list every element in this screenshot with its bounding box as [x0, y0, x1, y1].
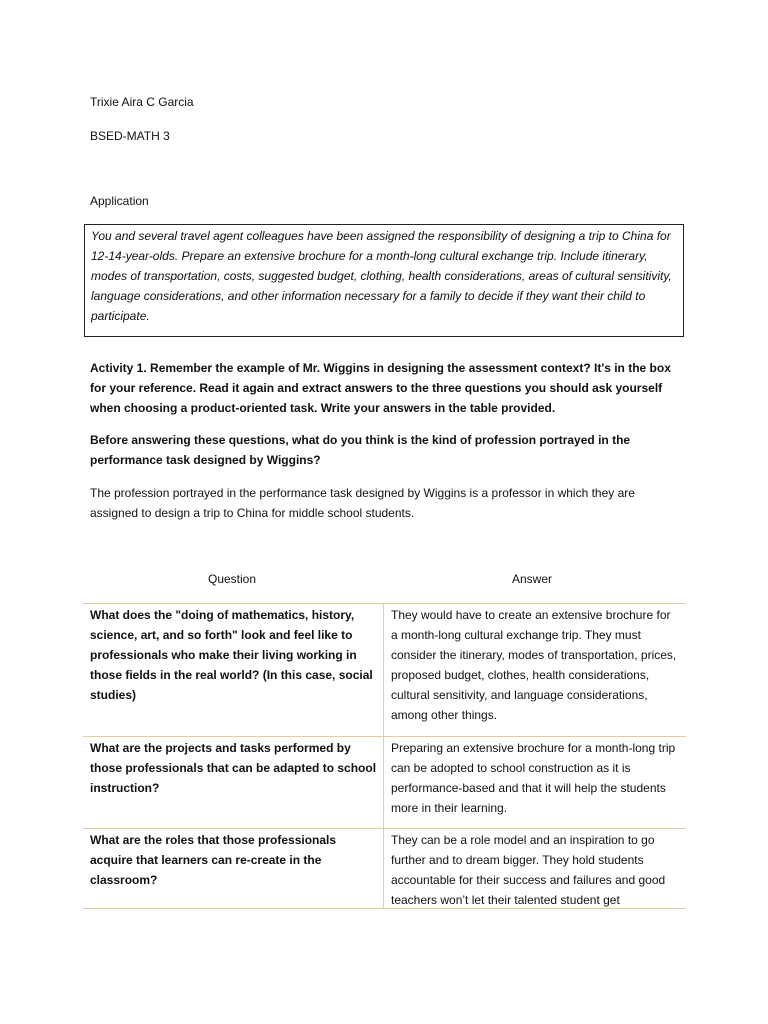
answer-cell: They would have to create an extensive brochure for a month-long cultural exchange trip. They must consider the itinerary, modes of transportation, prices, proposed budget, clothes, health considerations, cultural sensitivity, and language considerations, among other things. — [391, 608, 677, 722]
prompt-box — [84, 224, 684, 337]
question-cell: What are the projects and tasks performed by those professionals that can be adapted to school instruction? — [83, 737, 384, 828]
table-row — [83, 829, 686, 909]
answer-cell: They can be a role model and an inspiration to go further and to dream bigger. They hold students accountable for their success and failures and good teachers won’t let their talented student get — [391, 833, 666, 907]
question-cell: What are the roles that those professionals acquire that learners can re-create in the classroom? — [83, 829, 384, 908]
activity-instructions: Activity 1. Remember the example of Mr. Wiggins in designing the assessment context? It's in the box for your reference. Read it again and extract answers to the three questions you should ask yourself when choosing a product-oriented task. Write your answers in the table provided. — [90, 361, 671, 415]
student-course: BSED-MATH 3 — [90, 129, 170, 143]
prompt-text: You and several travel agent colleagues have been assigned the responsibility of designing a trip to China for 12-14-year-olds. Prepare an extensive brochure for a month-long cultural exchange trip. Include itinerary, modes of transportation, costs, suggested budget, clothing, health considerations, areas of cultural sensitivity, language considerations, and other information necessary for a family to decide if they want their child to participate. — [91, 229, 672, 323]
question-cell: What does the "doing of mathematics, history, science, art, and so forth" look and feel like to professionals who make their living working in those fields in the real world? (In this case, social studies) — [83, 604, 384, 736]
table-row — [83, 604, 686, 737]
before-question: Before answering these questions, what do you think is the kind of profession portrayed in the performance task designed by Wiggins? — [90, 433, 631, 467]
answer-cell: Preparing an extensive brochure for a month-long trip can be adopted to school construction as it is performance-based and that it will help the students more in their learning. — [391, 741, 676, 815]
qa-table — [83, 603, 686, 909]
table-row — [83, 737, 686, 829]
profession-answer: The profession portrayed in the performance task designed by Wiggins is a professor in which they are assigned to design a trip to China for middle school students. — [90, 486, 635, 520]
question-column-header: Question — [208, 572, 257, 586]
answer-column-header: Answer — [512, 572, 553, 586]
student-name: Trixie Aira C Garcia — [90, 95, 194, 109]
section-title: Application — [90, 194, 149, 208]
